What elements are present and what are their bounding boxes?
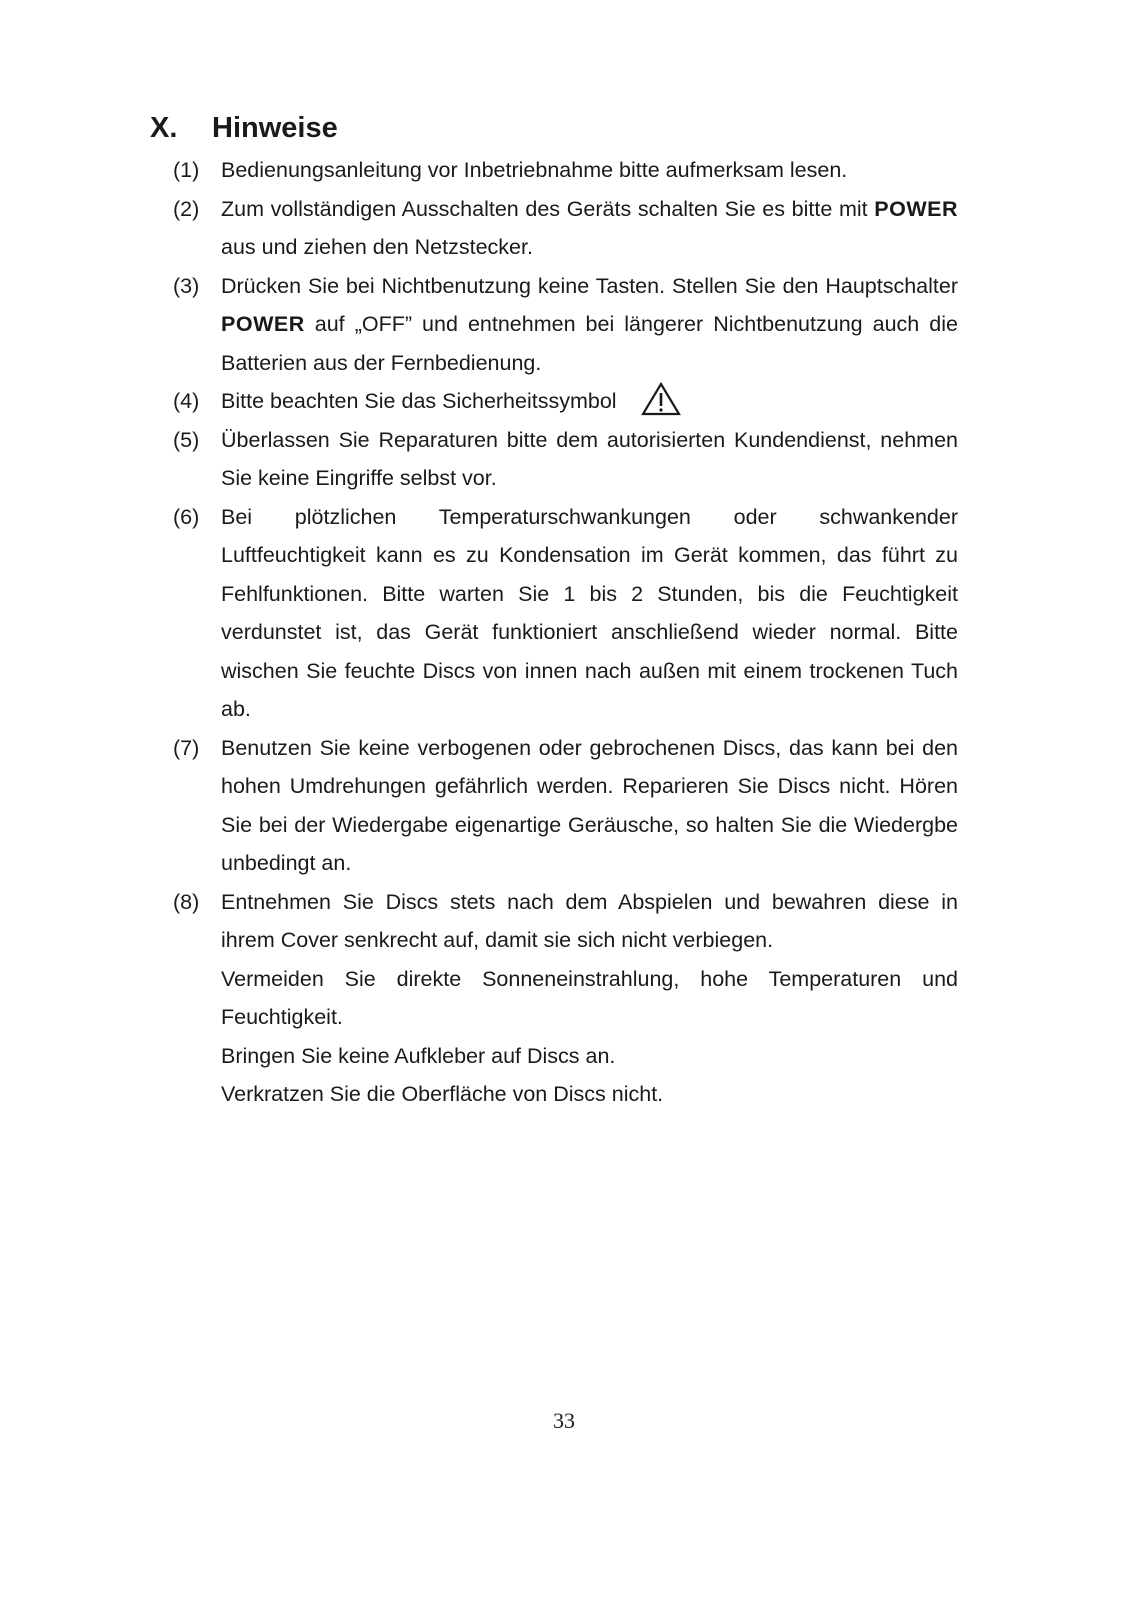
section-number: X. [150,112,178,144]
item-paragraph: Vermeiden Sie direkte Sonneneinstrahlung, hohe Temperaturen und Feuchtigkeit. [221,966,958,1029]
item-text: Benutzen Sie keine verbogenen oder gebrochenen Discs, das kann bei den hohen Umdrehungen gefährlich werden. Reparieren Sie Discs nicht. Hören Sie bei der Wiedergabe eigenartige Geräusche, so halten Sie die Wiedergbe unbedingt an. [221,735,958,875]
list-item-1 [173,151,958,190]
list-item-4 [173,382,958,421]
item-paragraph: Verkratzen Sie die Oberfläche von Discs nicht. [221,1082,664,1106]
list-item-3 [173,267,958,383]
item-paragraph: Entnehmen Sie Discs stets nach dem Abspielen und bewahren diese in ihrem Cover senkrecht auf, damit sie sich nicht verbiegen. [221,889,958,952]
item-number: (6) [173,504,200,529]
list-item-8 [173,883,958,1114]
item-text: Bedienungsanleitung vor Inbetriebnahme bitte aufmerksam lesen. [221,158,848,182]
item-number: (4) [173,389,200,413]
item-number: (3) [173,273,200,298]
item-paragraph: Bringen Sie keine Aufkleber auf Discs an. [221,1043,616,1068]
power-keyword: POWER [874,196,958,221]
section-heading [150,112,338,145]
item-text: Überlassen Sie Reparaturen bitte dem autorisierten Kundendienst, nehmen Sie keine Eingriffe selbst vor. [221,427,958,490]
item-text [221,883,958,1114]
page-number: 33 [553,1408,575,1433]
list-item-6 [173,498,958,729]
item-text-label: Bitte beachten Sie das Sicherheitssymbol [221,389,617,413]
item-text-before: Drücken Sie bei Nichtbenutzung keine Tasten. Stellen Sie den Hauptschalter [221,273,958,298]
item-number: (7) [173,735,200,760]
item-text [221,190,958,267]
item-number: (2) [173,196,200,221]
item-number: (1) [173,158,200,182]
list-item-2 [173,190,958,267]
list-item-5 [173,421,958,498]
section-title: Hinweise [212,112,338,144]
notes-list [173,151,958,1114]
item-number: (8) [173,889,200,914]
item-text-after: auf „OFF” und entnehmen bei längerer Nichtbenutzung auch die Batterien aus der Fernbedienung. [221,312,958,375]
item-text [221,382,958,421]
item-number: (5) [173,427,200,452]
item-text [221,267,958,383]
item-text-after: aus und ziehen den Netzstecker. [221,235,533,259]
warning-triangle-icon [641,382,681,416]
power-keyword: POWER [221,312,305,336]
item-text: Bei plötzlichen Temperaturschwankungen oder schwankender Luftfeuchtigkeit kann es zu Kondensation im Gerät kommen, das führt zu Fehlfunktionen. Bitte warten Sie 1 bis 2 Stunden, bis die Feuchtigkeit verdunstet ist, das Gerät funktioniert anschließend wieder normal. Bitte wischen Sie feuchte Discs von innen nach außen mit einem trockenen Tuch ab. [221,504,958,721]
list-item-7 [173,729,958,883]
item-text-before: Zum vollständigen Ausschalten des Geräts schalten Sie es bitte mit [221,196,875,221]
